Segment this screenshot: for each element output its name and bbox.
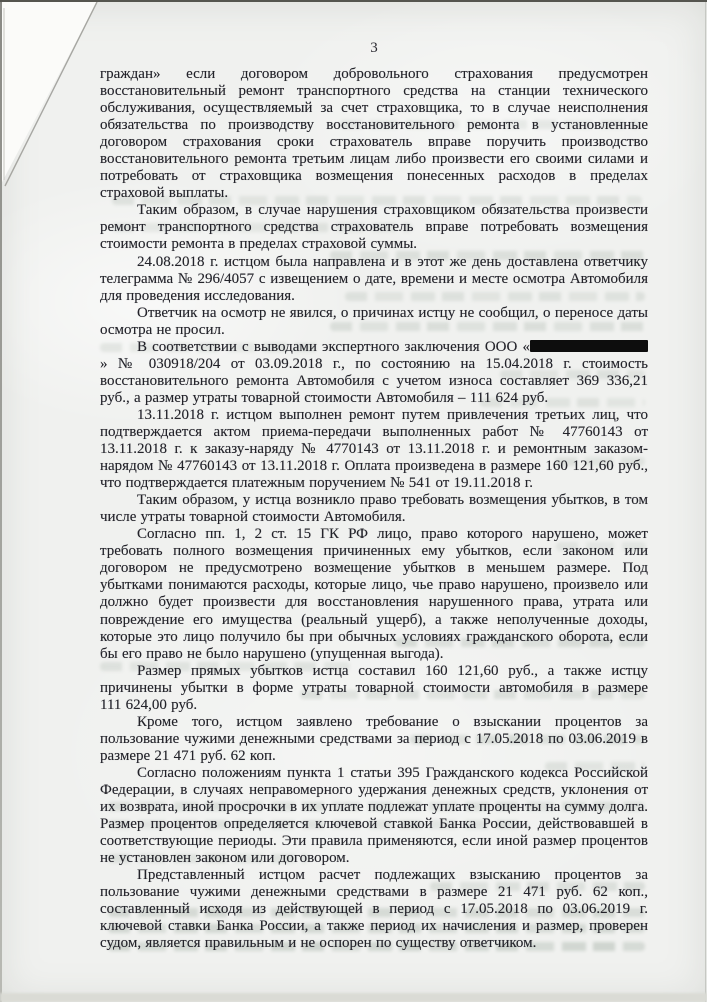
paragraph: 24.08.2018 г. истцом была направлена и в этот же день доставлена ответчику телеграмма № 296/4057 с извещением о дате, времени и месте осмотра Автомобиля для проведения исследования. xyxy=(100,253,648,304)
paragraph: Таким образом, у истца возникло право требовать возмещения убытков, в том числе утраты товарной стоимости Автомобиля. xyxy=(100,492,648,526)
paragraph: Представленный истцом расчет подлежащих взысканию процентов за пользование чужими денежными средствами в размере 21 471 руб. 62 коп., составленный исходя из действующей в период с 17.05.2018 по 03.06.2019 г. ключевой ставки Банка России, а также период их начисления и размер, проверен судом, является правильным и не оспорен по существу ответчиком. xyxy=(100,867,648,952)
scan-edge-left xyxy=(0,2,2,1002)
paragraph: Размер прямых убытков истца составил 160 121,60 руб., а также истцу причинены убытки в форме утраты товарной стоимости автомобиля в размере 111 624,00 руб. xyxy=(100,662,648,713)
paragraph: В соответствии с выводами экспертного заключения ООО «» № 030918/204 от 03.09.2018 г., по состоянию на 15.04.2018 г. стоимость восстановительного ремонта Автомобиля с учетом износа составляет 369 336,21 руб., а размер утраты товарной стоимости Автомобиля – 111 624 руб. xyxy=(100,338,648,406)
paragraph: Таким образом, в случае нарушения страховщиком обязательства произвести ремонт транспортного средства страхователь вправе потребовать возмещения стоимости ремонта в пределах страховой суммы. xyxy=(100,202,648,253)
page-number: 3 xyxy=(370,40,378,56)
document-body xyxy=(100,66,648,952)
paragraph: Ответчик на осмотр не явился, о причинах истцу не сообщил, о переносе даты осмотра не просил. xyxy=(100,304,648,338)
paragraph: граждан» если договором добровольного страхования предусмотрен восстановительный ремонт транспортного средства на станции технического обслуживания, осуществляемый за счет страховщика, то в случае неисполнения обязательства по производству восстановительного ремонта в установленные договором страхования сроки страхователь вправе поручить производство восстановительного ремонта третьим лицам либо произвести его своими силами и потребовать от страховщика возмещения понесенных расходов в пределах страховой выплаты. xyxy=(100,66,648,202)
paragraph: 13.11.2018 г. истцом выполнен ремонт путем привлечения третьих лиц, что подтверждается актом приема-передачи выполненных работ № 47760143 от 13.11.2018 г. к заказу-наряду № 4770143 от 13.11.2018 г. и ремонтным заказом-нарядом № 47760143 от 13.11.2018 г. Оплата произведена в размере 160 121,60 руб., что подтверждается платежным поручением № 541 от 19.11.2018 г. xyxy=(100,406,648,492)
redaction-bar xyxy=(530,340,648,352)
scan-edge-bottom xyxy=(0,993,707,1002)
paragraph: Согласно пп. 1, 2 ст. 15 ГК РФ лицо, право которого нарушено, может требовать полного возмещения причиненных ему убытков, если законом или договором не предусмотрено возмещение убытков в меньшем размере. Под убытками понимаются расходы, которые лицо, чье право нарушено, произвело или должно будет произвести для восстановления нарушенного права, утрата или повреждение его имущества (реальный ущерб), а также неполученные доходы, которые это лицо получило бы при обычных условиях гражданского оборота, если бы его право не было нарушено (упущенная выгода). xyxy=(100,526,648,662)
paragraph: Согласно положениям пункта 1 статьи 395 Гражданского кодекса Российской Федерации, в случаях неправомерного удержания денежных средств, уклонения от их возврата, иной просрочки в их уплате подлежат уплате проценты на сумму долга. Размер процентов определяется ключевой ставкой Банка России, действовавшей в соответствующие периоды. Эти правила применяются, если иной размер процентов не установлен законом или договором. xyxy=(100,764,648,867)
paragraph: Кроме того, истцом заявлено требование о взыскании процентов за пользование чужими денежными средствами за период с 17.05.2018 по 03.06.2019 в размере 21 471 руб. 62 коп. xyxy=(100,713,648,764)
scan-edge-right xyxy=(705,2,706,1002)
